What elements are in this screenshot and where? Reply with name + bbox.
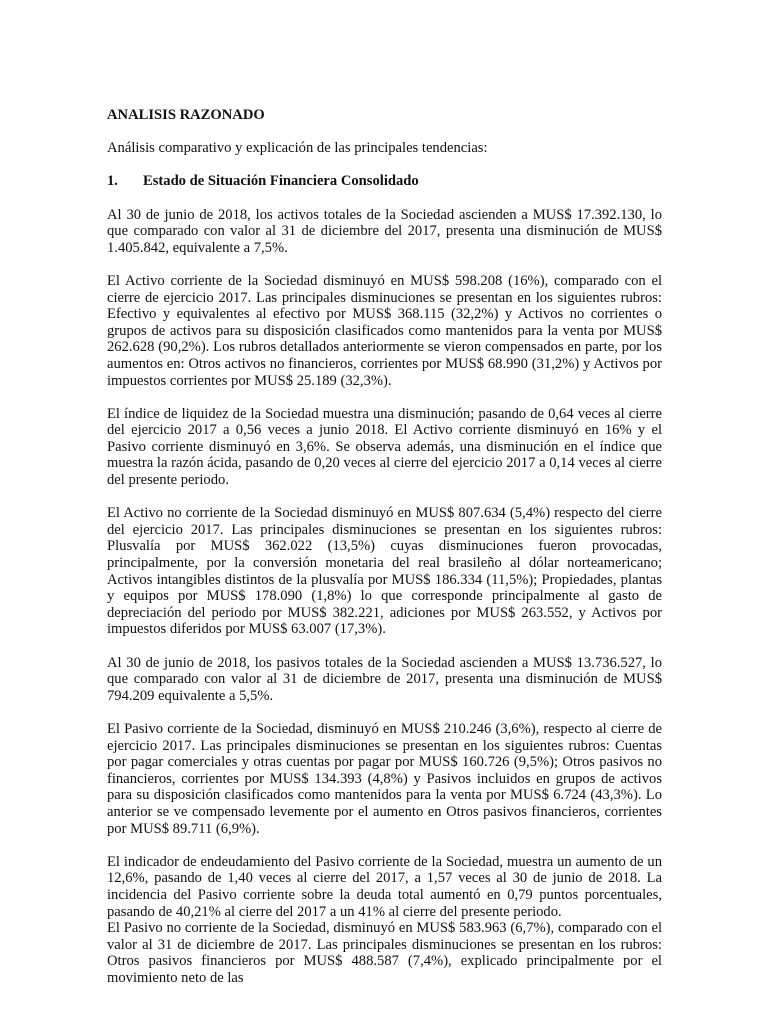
section-number: 1. xyxy=(107,173,118,190)
section-title: Estado de Situación Financiera Consolidado xyxy=(143,173,419,190)
paragraph-pasivo-corriente: El Pasivo corriente de la Sociedad, disminuyó en MUS$ 210.246 (3,6%), respecto al cierre de ejercicio 2017. Las principales disminuciones se presentan en los siguientes rubros: Cuentas por pagar comerciales y otras cuentas por pagar por MUS$ 160.726 (9,5%); Otros pasivos no financieros, corrientes por MUS$ 134.393 (4,8%) y Pasivos incluidos en grupos de activos para su disposición clasificados como mantenidos para la venta por MUS$ 6.724 (43,3%). Lo anterior se ve compensado levemente por el aumento en Otros pasivos financieros, corrientes por MUS$ 89.711 (6,9%). xyxy=(107,720,662,837)
paragraph-endeudamiento: El indicador de endeudamiento del Pasivo corriente de la Sociedad, muestra un aumento de un 12,6%, pasando de 1,40 veces al cierre del 2017, a 1,57 veces al 30 de junio de 2018. La incidencia del Pasivo corriente sobre la deuda total aumentó en 0,79 puntos porcentuales, pasando de 40,21% al cierre del 2017 a un 41% al cierre del presente periodo. xyxy=(107,853,662,920)
document-subtitle: Análisis comparativo y explicación de las principales tendencias: xyxy=(107,140,488,157)
paragraph-activo-corriente: El Activo corriente de la Sociedad disminuyó en MUS$ 598.208 (16%), comparado con el cierre de ejercicio 2017. Las principales disminuciones se presentan en los siguientes rubros: Efectivo y equivalentes al efectivo por MUS$ 368.115 (32,2%) y Activos no corrientes o grupos de activos para su disposición clasificados como mantenidos para la venta por MUS$ 262.628 (90,2%). Los rubros detallados anteriormente se vieron compensados en parte, por los aumentos en: Otros activos no financieros, corrientes por MUS$ 68.990 (31,2%) y Activos por impuestos corrientes por MUS$ 25.189 (32,3%). xyxy=(107,272,662,389)
paragraph-pasivo-no-corriente: El Pasivo no corriente de la Sociedad, disminuyó en MUS$ 583.963 (6,7%), comparado con el valor al 31 de diciembre de 2017. Las principales disminuciones se presentan en los rubros: Otros pasivos financieros por MUS$ 488.587 (7,4%), explicado principalmente por el movimiento neto de las xyxy=(107,920,662,986)
document-title: ANALISIS RAZONADO xyxy=(107,107,265,123)
document-body xyxy=(107,107,662,986)
section-heading xyxy=(107,173,662,190)
paragraph-indice-liquidez: El índice de liquidez de la Sociedad muestra una disminución; pasando de 0,64 veces al cierre del ejercicio 2017 a 0,56 veces a junio 2018. El Activo corriente disminuyó en 16% y el Pasivo corriente disminuyó en 3,6%. Se observa además, una disminución en el índice que muestra la razón ácida, pasando de 0,20 veces al cierre del ejercicio 2017 a 0,14 veces al cierre del presente periodo. xyxy=(107,405,662,489)
paragraph-activo-no-corriente: El Activo no corriente de la Sociedad disminuyó en MUS$ 807.634 (5,4%) respecto del cierre del ejercicio 2017. Las principales disminuciones se presentan en los siguientes rubros: Plusvalía por MUS$ 362.022 (13,5%) cuyas disminuciones fueron provocadas, principalmente, por la conversión monetaria del real brasileño al dólar norteamericano; Activos intangibles distintos de la plusvalía por MUS$ 186.334 (11,5%); Propiedades, plantas y equipos por MUS$ 178.090 (1,8%) lo que corresponde principalmente al gasto de depreciación del periodo por MUS$ 382.221, adiciones por MUS$ 263.552, y Activos por impuestos diferidos por MUS$ 63.007 (17,3%). xyxy=(107,505,662,638)
paragraph-pasivos-totales: Al 30 de junio de 2018, los pasivos totales de la Sociedad ascienden a MUS$ 13.736.527, lo que comparado con valor al 31 de diciembre de 2017, presenta una disminución de MUS$ 794.209 equivalente a 5,5%. xyxy=(107,654,662,704)
paragraph-activos-totales: Al 30 de junio de 2018, los activos totales de la Sociedad ascienden a MUS$ 17.392.130, lo que comparado con valor al 31 de diciembre del 2017, presenta una disminución de MUS$ 1.405.842, equivalente a 7,5%. xyxy=(107,206,662,256)
